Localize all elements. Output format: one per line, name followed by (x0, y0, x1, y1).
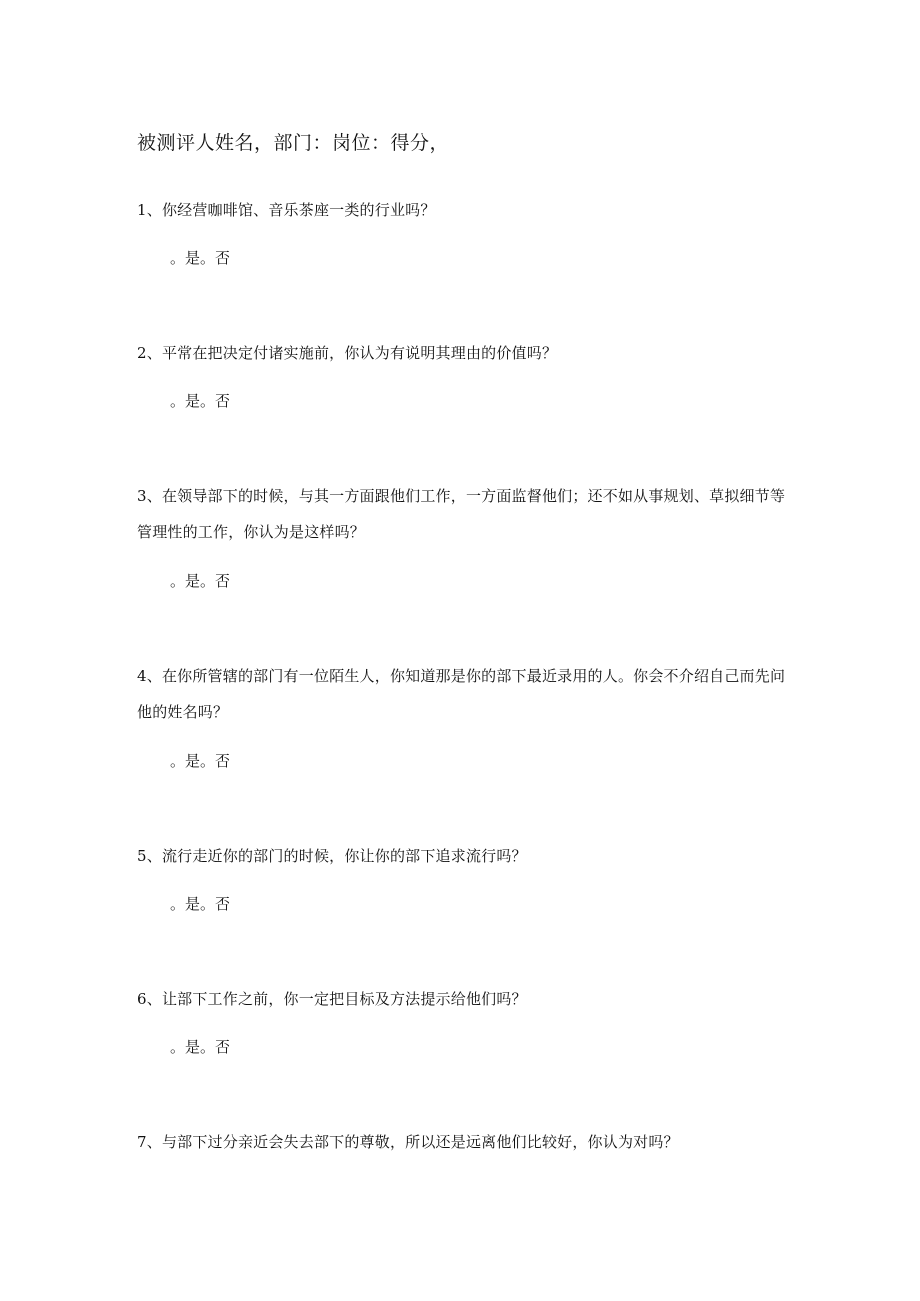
question-7: 7、与部下过分亲近会失去部下的尊敬，所以还是远离他们比较好，你认为对吗？ (137, 1133, 679, 1151)
question-1-options: 。是。否 (170, 249, 231, 267)
question-4-options: 。是。否 (170, 752, 231, 770)
question-2: 2、平常在把决定付诸实施前，你认为有说明其理由的价值吗？ (137, 344, 558, 362)
question-6-options: 。是。否 (170, 1038, 231, 1056)
question-3: 3、在领导部下的时候，与其一方面跟他们工作，一方面监督他们；还不如从事规划、草拟细节等管理性的工作，你认为是这样吗？ (137, 487, 786, 541)
question-2-options: 。是。否 (170, 392, 231, 410)
question-5-options: 。是。否 (170, 895, 231, 913)
question-6: 6、让部下工作之前，你一定把目标及方法提示给他们吗？ (137, 990, 527, 1008)
evaluation-header: 被测评人姓名，部门：岗位：得分， (137, 132, 450, 154)
question-1: 1、你经营咖啡馆、音乐茶座一类的行业吗？ (137, 201, 436, 219)
question-5: 5、流行走近你的部门的时候，你让你的部下追求流行吗？ (137, 847, 527, 865)
question-4: 4、在你所管辖的部门有一位陌生人，你知道那是你的部下最近录用的人。你会不介绍自己而先问他的姓名吗？ (137, 667, 786, 721)
question-3-options: 。是。否 (170, 572, 231, 590)
